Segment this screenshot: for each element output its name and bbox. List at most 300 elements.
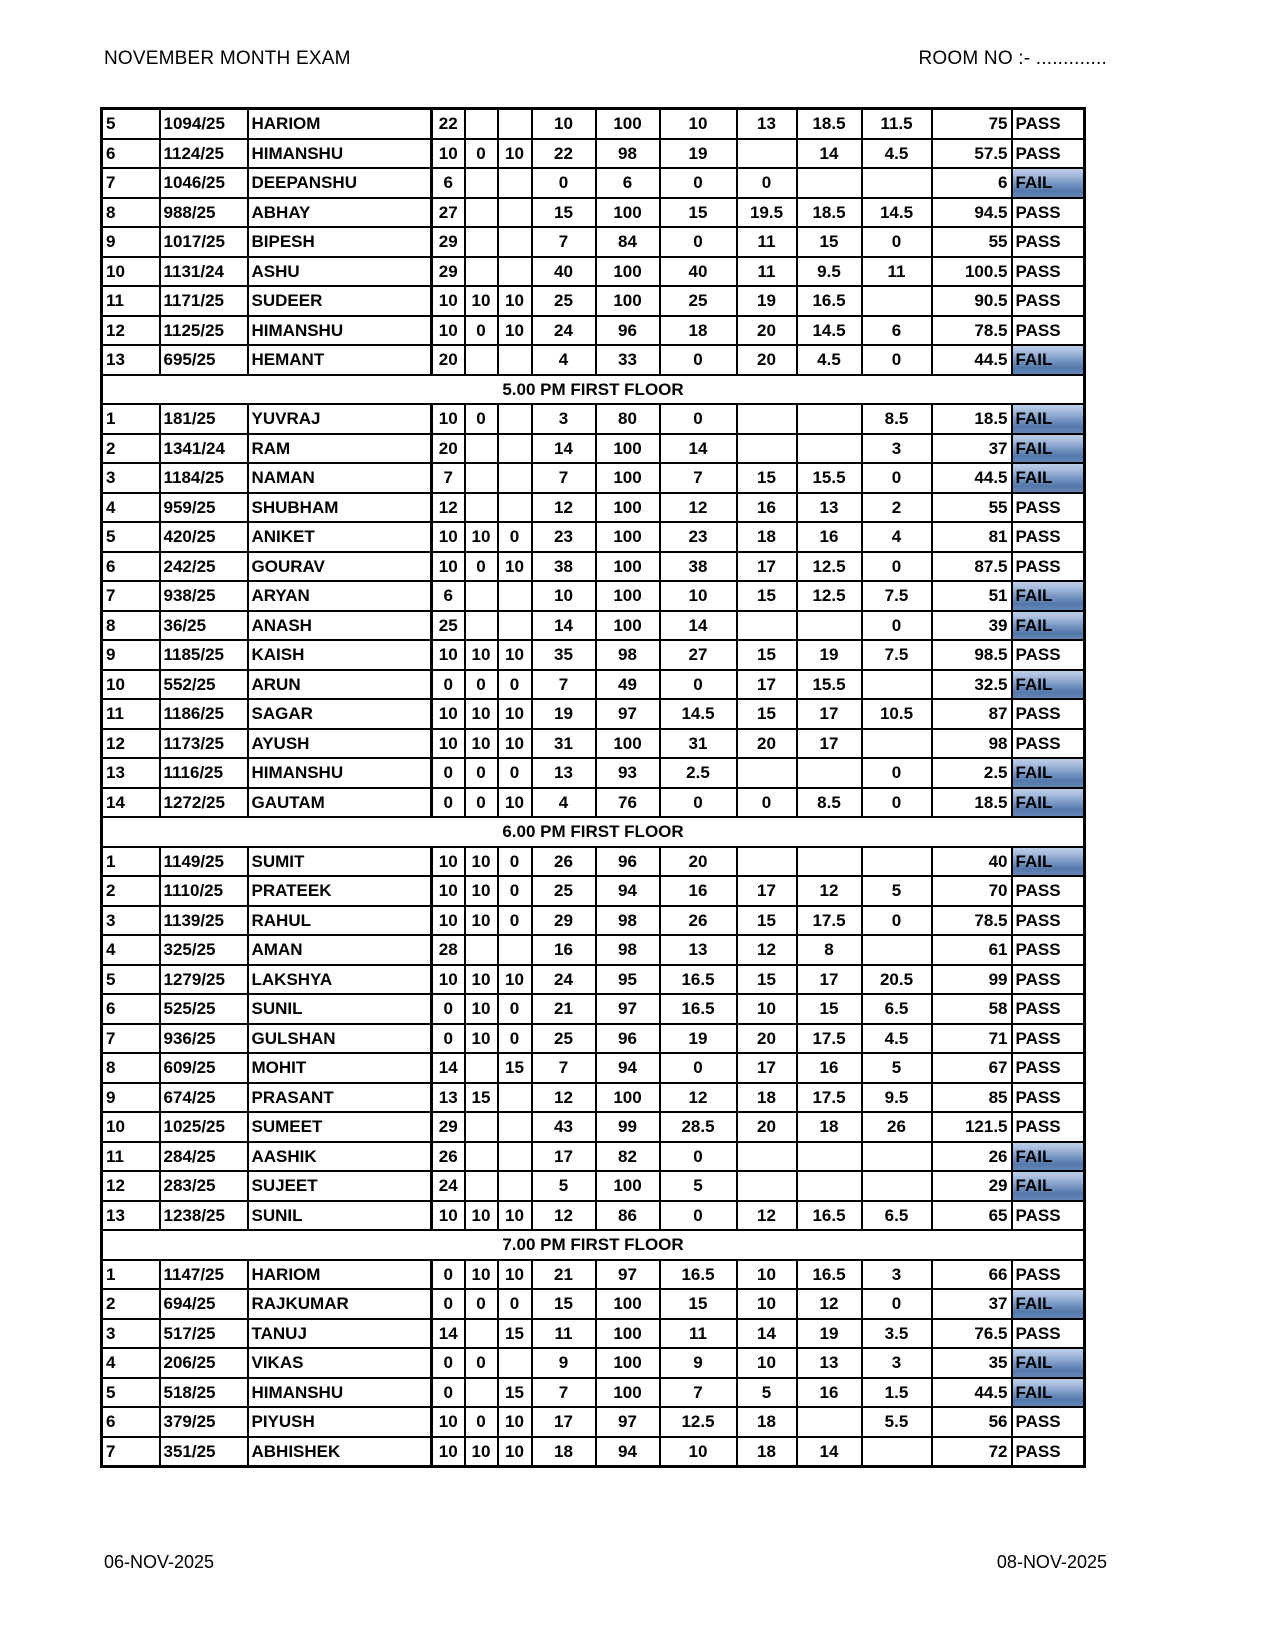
mark-cell: 19	[660, 1024, 737, 1054]
roll-no-cell: 1147/25	[160, 1260, 248, 1290]
mark-cell: 12	[737, 1201, 797, 1231]
table-row	[102, 227, 1085, 257]
section-title: 6.00 PM FIRST FLOOR	[102, 817, 1085, 847]
mark-cell: 98	[596, 935, 660, 965]
mark-cell: 7.5	[862, 581, 932, 611]
total-cell: 44.5	[932, 345, 1012, 375]
total-cell: 72	[932, 1437, 1012, 1467]
mark-cell: 0	[465, 1289, 498, 1319]
serial-cell: 10	[102, 1112, 160, 1142]
mark-cell: 15	[465, 1083, 498, 1113]
mark-cell: 10	[432, 847, 465, 877]
mark-cell: 10	[432, 139, 465, 169]
mark-cell: 98	[596, 139, 660, 169]
mark-cell: 19	[660, 139, 737, 169]
mark-cell	[465, 1112, 498, 1142]
mark-cell	[797, 404, 862, 434]
mark-cell	[797, 1407, 862, 1437]
mark-cell: 12.5	[797, 581, 862, 611]
mark-cell: 11	[532, 1319, 596, 1349]
mark-cell: 18	[660, 316, 737, 346]
mark-cell	[465, 1142, 498, 1172]
section-header-row	[102, 1230, 1085, 1260]
mark-cell: 0	[737, 168, 797, 198]
mark-cell: 21	[532, 1260, 596, 1290]
total-cell: 65	[932, 1201, 1012, 1231]
mark-cell: 28.5	[660, 1112, 737, 1142]
mark-cell: 11	[660, 1319, 737, 1349]
mark-cell	[862, 286, 932, 316]
mark-cell: 29	[432, 1112, 465, 1142]
mark-cell: 10	[498, 699, 532, 729]
mark-cell: 25	[532, 1024, 596, 1054]
mark-cell: 7	[532, 1053, 596, 1083]
table-row	[102, 699, 1085, 729]
result-cell: FAIL	[1012, 611, 1085, 641]
mark-cell: 13	[432, 1083, 465, 1113]
result-cell: PASS	[1012, 257, 1085, 287]
mark-cell: 96	[596, 316, 660, 346]
total-cell: 100.5	[932, 257, 1012, 287]
mark-cell: 5	[737, 1378, 797, 1408]
mark-cell: 0	[862, 227, 932, 257]
mark-cell	[498, 168, 532, 198]
serial-cell: 3	[102, 1319, 160, 1349]
student-name-cell: SUNIL	[248, 1201, 432, 1231]
mark-cell: 0	[660, 788, 737, 818]
mark-cell: 100	[596, 552, 660, 582]
mark-cell: 0	[660, 345, 737, 375]
mark-cell	[862, 729, 932, 759]
mark-cell: 10	[465, 1024, 498, 1054]
mark-cell: 12	[797, 1289, 862, 1319]
mark-cell: 94	[596, 876, 660, 906]
mark-cell: 20	[737, 316, 797, 346]
mark-cell: 11	[737, 227, 797, 257]
mark-cell: 13	[797, 493, 862, 523]
result-cell: FAIL	[1012, 847, 1085, 877]
result-cell: PASS	[1012, 286, 1085, 316]
mark-cell: 100	[596, 611, 660, 641]
mark-cell	[498, 493, 532, 523]
mark-cell: 10	[498, 640, 532, 670]
mark-cell: 0	[660, 227, 737, 257]
mark-cell: 12	[737, 935, 797, 965]
mark-cell	[737, 758, 797, 788]
student-name-cell: PRASANT	[248, 1083, 432, 1113]
student-name-cell: TANUJ	[248, 1319, 432, 1349]
mark-cell	[737, 139, 797, 169]
mark-cell: 7	[532, 670, 596, 700]
mark-cell: 10	[432, 1437, 465, 1467]
mark-cell	[465, 345, 498, 375]
roll-no-cell: 1110/25	[160, 876, 248, 906]
mark-cell: 0	[465, 404, 498, 434]
mark-cell: 15	[498, 1053, 532, 1083]
mark-cell: 7	[532, 463, 596, 493]
mark-cell: 15	[660, 198, 737, 228]
mark-cell	[465, 227, 498, 257]
serial-cell: 13	[102, 345, 160, 375]
mark-cell: 18	[797, 1112, 862, 1142]
mark-cell: 17.5	[797, 1024, 862, 1054]
mark-cell: 16	[737, 493, 797, 523]
mark-cell: 21	[532, 994, 596, 1024]
result-cell: PASS	[1012, 1112, 1085, 1142]
mark-cell: 10	[498, 1437, 532, 1467]
mark-cell: 25	[432, 611, 465, 641]
result-cell: PASS	[1012, 316, 1085, 346]
table-row	[102, 139, 1085, 169]
serial-cell: 4	[102, 935, 160, 965]
mark-cell: 10	[498, 1407, 532, 1437]
table-row	[102, 1289, 1085, 1319]
mark-cell	[797, 758, 862, 788]
mark-cell: 4.5	[862, 139, 932, 169]
mark-cell: 100	[596, 581, 660, 611]
mark-cell: 20.5	[862, 965, 932, 995]
mark-cell: 100	[596, 729, 660, 759]
student-name-cell: HIMANSHU	[248, 316, 432, 346]
mark-cell: 12	[432, 493, 465, 523]
mark-cell: 15	[737, 965, 797, 995]
section-header-row	[102, 817, 1085, 847]
serial-cell: 10	[102, 670, 160, 700]
mark-cell: 7	[532, 227, 596, 257]
mark-cell: 14	[532, 611, 596, 641]
mark-cell: 38	[660, 552, 737, 582]
mark-cell: 0	[465, 316, 498, 346]
mark-cell: 100	[596, 434, 660, 464]
mark-cell: 94	[596, 1437, 660, 1467]
mark-cell: 19	[797, 1319, 862, 1349]
roll-no-cell: 1272/25	[160, 788, 248, 818]
roll-no-cell: 552/25	[160, 670, 248, 700]
roll-no-cell: 36/25	[160, 611, 248, 641]
mark-cell: 15	[498, 1378, 532, 1408]
mark-cell: 0	[498, 847, 532, 877]
mark-cell: 10	[498, 729, 532, 759]
roll-no-cell: 206/25	[160, 1348, 248, 1378]
roll-no-cell: 988/25	[160, 198, 248, 228]
mark-cell: 7	[660, 1378, 737, 1408]
mark-cell: 25	[532, 286, 596, 316]
mark-cell	[465, 168, 498, 198]
mark-cell: 6	[432, 581, 465, 611]
student-name-cell: VIKAS	[248, 1348, 432, 1378]
student-name-cell: SUDEER	[248, 286, 432, 316]
mark-cell: 9.5	[862, 1083, 932, 1113]
mark-cell: 5	[660, 1171, 737, 1201]
serial-cell: 8	[102, 611, 160, 641]
mark-cell	[862, 1142, 932, 1172]
mark-cell	[465, 581, 498, 611]
serial-cell: 6	[102, 1407, 160, 1437]
student-name-cell: GAUTAM	[248, 788, 432, 818]
mark-cell: 100	[596, 257, 660, 287]
table-row	[102, 1053, 1085, 1083]
mark-cell: 29	[432, 257, 465, 287]
mark-cell: 12	[532, 493, 596, 523]
mark-cell: 17	[532, 1407, 596, 1437]
student-name-cell: HEMANT	[248, 345, 432, 375]
total-cell: 26	[932, 1142, 1012, 1172]
mark-cell: 0	[862, 611, 932, 641]
total-cell: 87.5	[932, 552, 1012, 582]
mark-cell	[465, 1053, 498, 1083]
mark-cell	[498, 227, 532, 257]
mark-cell: 24	[532, 965, 596, 995]
mark-cell	[737, 611, 797, 641]
total-cell: 44.5	[932, 1378, 1012, 1408]
total-cell: 35	[932, 1348, 1012, 1378]
mark-cell	[862, 1171, 932, 1201]
student-name-cell: MOHIT	[248, 1053, 432, 1083]
total-cell: 75	[932, 109, 1012, 139]
mark-cell: 10	[432, 640, 465, 670]
total-cell: 98.5	[932, 640, 1012, 670]
mark-cell: 15	[737, 906, 797, 936]
serial-cell: 6	[102, 994, 160, 1024]
mark-cell	[797, 434, 862, 464]
result-cell: PASS	[1012, 109, 1085, 139]
mark-cell: 15	[797, 994, 862, 1024]
mark-cell	[498, 434, 532, 464]
mark-cell: 10	[737, 1260, 797, 1290]
mark-cell	[498, 345, 532, 375]
mark-cell	[498, 463, 532, 493]
mark-cell: 10	[465, 286, 498, 316]
mark-cell: 0	[862, 1289, 932, 1319]
total-cell: 29	[932, 1171, 1012, 1201]
table-row	[102, 935, 1085, 965]
roll-no-cell: 1341/24	[160, 434, 248, 464]
mark-cell: 4	[532, 788, 596, 818]
mark-cell: 20	[660, 847, 737, 877]
roll-no-cell: 1124/25	[160, 139, 248, 169]
mark-cell: 94	[596, 1053, 660, 1083]
total-cell: 78.5	[932, 316, 1012, 346]
mark-cell: 18	[737, 1083, 797, 1113]
table-row	[102, 965, 1085, 995]
mark-cell: 16	[797, 522, 862, 552]
roll-no-cell: 959/25	[160, 493, 248, 523]
mark-cell: 8.5	[862, 404, 932, 434]
mark-cell: 10	[432, 404, 465, 434]
table-row	[102, 345, 1085, 375]
serial-cell: 8	[102, 198, 160, 228]
mark-cell: 49	[596, 670, 660, 700]
mark-cell: 4	[532, 345, 596, 375]
mark-cell: 13	[737, 109, 797, 139]
student-name-cell: ARYAN	[248, 581, 432, 611]
result-cell: FAIL	[1012, 788, 1085, 818]
serial-cell: 12	[102, 316, 160, 346]
total-cell: 18.5	[932, 404, 1012, 434]
mark-cell: 2	[862, 493, 932, 523]
mark-cell: 10	[432, 876, 465, 906]
mark-cell	[797, 1171, 862, 1201]
mark-cell: 6	[596, 168, 660, 198]
roll-no-cell: 1131/24	[160, 257, 248, 287]
total-cell: 98	[932, 729, 1012, 759]
mark-cell: 0	[862, 788, 932, 818]
mark-cell: 20	[737, 1024, 797, 1054]
mark-cell: 6.5	[862, 1201, 932, 1231]
mark-cell: 14.5	[797, 316, 862, 346]
mark-cell: 100	[596, 463, 660, 493]
mark-cell	[465, 1171, 498, 1201]
mark-cell	[862, 1437, 932, 1467]
mark-cell: 10	[465, 906, 498, 936]
table-row	[102, 316, 1085, 346]
mark-cell: 16.5	[660, 965, 737, 995]
serial-cell: 11	[102, 1142, 160, 1172]
mark-cell: 0	[432, 1024, 465, 1054]
mark-cell: 5.5	[862, 1407, 932, 1437]
table-row	[102, 1083, 1085, 1113]
student-name-cell: SUJEET	[248, 1171, 432, 1201]
mark-cell: 0	[498, 670, 532, 700]
mark-cell: 12	[532, 1083, 596, 1113]
mark-cell	[498, 1112, 532, 1142]
roll-no-cell: 517/25	[160, 1319, 248, 1349]
table-row	[102, 198, 1085, 228]
mark-cell: 100	[596, 1319, 660, 1349]
table-row	[102, 1142, 1085, 1172]
table-row	[102, 788, 1085, 818]
result-cell: PASS	[1012, 227, 1085, 257]
mark-cell	[737, 1171, 797, 1201]
mark-cell: 17	[797, 699, 862, 729]
student-name-cell: RAJKUMAR	[248, 1289, 432, 1319]
mark-cell: 0	[432, 1348, 465, 1378]
mark-cell: 0	[660, 1053, 737, 1083]
roll-no-cell: 283/25	[160, 1171, 248, 1201]
student-name-cell: SAGAR	[248, 699, 432, 729]
mark-cell: 10	[465, 1201, 498, 1231]
mark-cell	[465, 198, 498, 228]
mark-cell: 14	[432, 1053, 465, 1083]
roll-no-cell: 1185/25	[160, 640, 248, 670]
mark-cell: 100	[596, 1289, 660, 1319]
student-name-cell: HIMANSHU	[248, 139, 432, 169]
mark-cell: 86	[596, 1201, 660, 1231]
mark-cell	[465, 434, 498, 464]
mark-cell: 43	[532, 1112, 596, 1142]
mark-cell: 97	[596, 1407, 660, 1437]
serial-cell: 5	[102, 109, 160, 139]
table-row	[102, 493, 1085, 523]
table-row	[102, 1407, 1085, 1437]
total-cell: 40	[932, 847, 1012, 877]
roll-no-cell: 1171/25	[160, 286, 248, 316]
mark-cell: 0	[498, 522, 532, 552]
mark-cell: 16	[797, 1378, 862, 1408]
serial-cell: 13	[102, 1201, 160, 1231]
mark-cell: 17	[797, 729, 862, 759]
mark-cell: 20	[432, 345, 465, 375]
student-name-cell: HIMANSHU	[248, 1378, 432, 1408]
result-cell: PASS	[1012, 729, 1085, 759]
mark-cell: 2.5	[660, 758, 737, 788]
mark-cell: 100	[596, 198, 660, 228]
mark-cell: 13	[797, 1348, 862, 1378]
serial-cell: 7	[102, 1437, 160, 1467]
page-title: NOVEMBER MONTH EXAM	[104, 48, 351, 69]
mark-cell: 15	[737, 463, 797, 493]
mark-cell: 16.5	[660, 994, 737, 1024]
mark-cell: 16.5	[797, 1260, 862, 1290]
roll-no-cell: 242/25	[160, 552, 248, 582]
result-cell: FAIL	[1012, 1142, 1085, 1172]
mark-cell: 38	[532, 552, 596, 582]
mark-cell: 3.5	[862, 1319, 932, 1349]
mark-cell: 14	[432, 1319, 465, 1349]
result-cell: PASS	[1012, 522, 1085, 552]
roll-no-cell: 351/25	[160, 1437, 248, 1467]
result-cell: PASS	[1012, 1024, 1085, 1054]
mark-cell	[862, 935, 932, 965]
mark-cell: 0	[498, 1024, 532, 1054]
mark-cell	[498, 198, 532, 228]
mark-cell: 10	[660, 581, 737, 611]
section-title: 7.00 PM FIRST FLOOR	[102, 1230, 1085, 1260]
total-cell: 121.5	[932, 1112, 1012, 1142]
total-cell: 37	[932, 434, 1012, 464]
room-no-label: ROOM NO :- .............	[918, 48, 1107, 69]
result-cell: PASS	[1012, 139, 1085, 169]
student-name-cell: HIMANSHU	[248, 758, 432, 788]
student-name-cell: AASHIK	[248, 1142, 432, 1172]
mark-cell: 15	[737, 581, 797, 611]
serial-cell: 10	[102, 257, 160, 287]
mark-cell: 11.5	[862, 109, 932, 139]
serial-cell: 11	[102, 286, 160, 316]
mark-cell: 10	[465, 640, 498, 670]
student-name-cell: SUMIT	[248, 847, 432, 877]
serial-cell: 7	[102, 168, 160, 198]
result-cell: PASS	[1012, 493, 1085, 523]
mark-cell: 10	[498, 1201, 532, 1231]
mark-cell: 15	[737, 699, 797, 729]
mark-cell: 10	[660, 109, 737, 139]
mark-cell: 76	[596, 788, 660, 818]
student-name-cell: PIYUSH	[248, 1407, 432, 1437]
serial-cell: 12	[102, 729, 160, 759]
mark-cell: 14	[737, 1319, 797, 1349]
mark-cell: 11	[862, 257, 932, 287]
result-cell: FAIL	[1012, 758, 1085, 788]
serial-cell: 9	[102, 640, 160, 670]
mark-cell: 3	[862, 1260, 932, 1290]
result-cell: PASS	[1012, 1260, 1085, 1290]
mark-cell: 10	[465, 522, 498, 552]
result-cell: PASS	[1012, 1083, 1085, 1113]
mark-cell: 14.5	[660, 699, 737, 729]
mark-cell: 95	[596, 965, 660, 995]
student-name-cell: SUNIL	[248, 994, 432, 1024]
mark-cell: 12	[660, 1083, 737, 1113]
mark-cell: 9	[532, 1348, 596, 1378]
table-row	[102, 876, 1085, 906]
mark-cell	[498, 581, 532, 611]
mark-cell: 82	[596, 1142, 660, 1172]
mark-cell: 3	[862, 1348, 932, 1378]
result-cell: FAIL	[1012, 1378, 1085, 1408]
table-row	[102, 994, 1085, 1024]
roll-no-cell: 1173/25	[160, 729, 248, 759]
